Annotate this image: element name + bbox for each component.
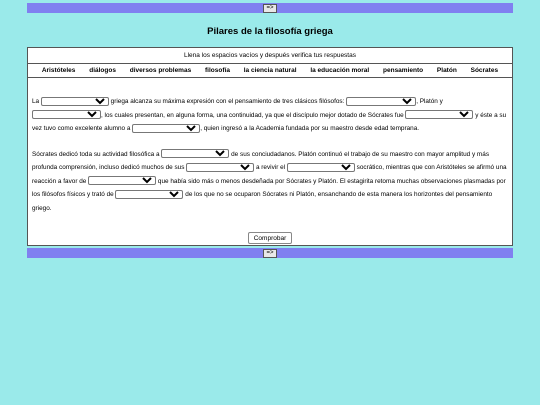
exercise-panel: [27, 47, 513, 246]
paragraph-1: [32, 95, 508, 136]
word-bank-item: Sócrates: [470, 67, 499, 74]
bottom-nav-bar: [27, 248, 513, 258]
cloze-text: [28, 95, 512, 215]
text-segment: La: [32, 98, 40, 105]
text-segment: a revivir el: [255, 164, 286, 171]
text-segment: , quien ingresó a la Academia fundada por su maestro desde edad temprana.: [200, 125, 420, 132]
top-nav-bar: [27, 3, 513, 13]
text-segment: griega alcanza su máxima expresión con el pensamiento de tres clásicos filósofos:: [110, 98, 345, 105]
word-bank-item: diálogos: [89, 67, 116, 74]
gap-select-1[interactable]: [41, 97, 109, 106]
gap-select-8[interactable]: [287, 163, 355, 172]
text-segment: de los que no se ocuparon Sócrates ni Platón, ensanchando de esta manera los horizontes del pensamiento griego.: [32, 191, 493, 212]
text-segment: socrático, mientras que con Aristóteles se afirmó una reacción a favor de: [32, 164, 507, 185]
text-segment: Sócrates dedicó toda su actividad filosófica a: [32, 150, 160, 158]
gap-select-4[interactable]: [405, 110, 473, 119]
gap-select-9[interactable]: [88, 176, 156, 185]
word-bank: [28, 64, 512, 78]
word-bank-item: Platón: [436, 67, 457, 74]
word-bank-item: diversos problemas: [129, 67, 192, 74]
word-bank-item: la ciencia natural: [243, 67, 297, 74]
word-bank-item: filosofía: [205, 67, 230, 74]
word-bank-item: pensamiento: [383, 67, 424, 74]
check-area: [28, 232, 512, 244]
page-title: Pilares de la filosofía griega: [207, 26, 333, 37]
gap-select-5[interactable]: [132, 124, 200, 133]
text-segment: que había sido más o menos desdeñada por Sócrates y Platón. El estagirita retoma muchas observaciones plasmadas por los filósofos físicos y trató de: [32, 177, 506, 198]
instructions: Llena los espacios vacíos y después verifica tus respuestas: [28, 48, 512, 64]
text-segment: y éste a su vez tuvo como excelente alumno a: [32, 111, 507, 132]
gap-select-6[interactable]: [161, 149, 229, 158]
next-button[interactable]: =>: [263, 4, 276, 13]
gap-select-2[interactable]: [346, 97, 416, 106]
text-segment: , Platón y: [416, 98, 443, 105]
gap-select-10[interactable]: [115, 190, 183, 199]
text-segment: de sus conciudadanos. Platón continuó el trabajo de su maestro con mayor amplitud y más profunda comprensión, incluso dedicó muchos de sus: [32, 150, 490, 171]
gap-select-7[interactable]: [186, 163, 254, 172]
paragraph-2: [32, 148, 508, 216]
word-bank-item: Aristóteles: [41, 67, 76, 74]
word-bank-item: la educación moral: [310, 67, 370, 74]
text-segment: , los cuales presentan, en alguna forma, una continuidad, ya que el discípulo mejor dotado de Sócrates fue: [101, 111, 404, 119]
next-button[interactable]: =>: [263, 249, 276, 258]
check-button[interactable]: Comprobar: [248, 232, 293, 244]
gap-select-3[interactable]: [32, 110, 101, 119]
